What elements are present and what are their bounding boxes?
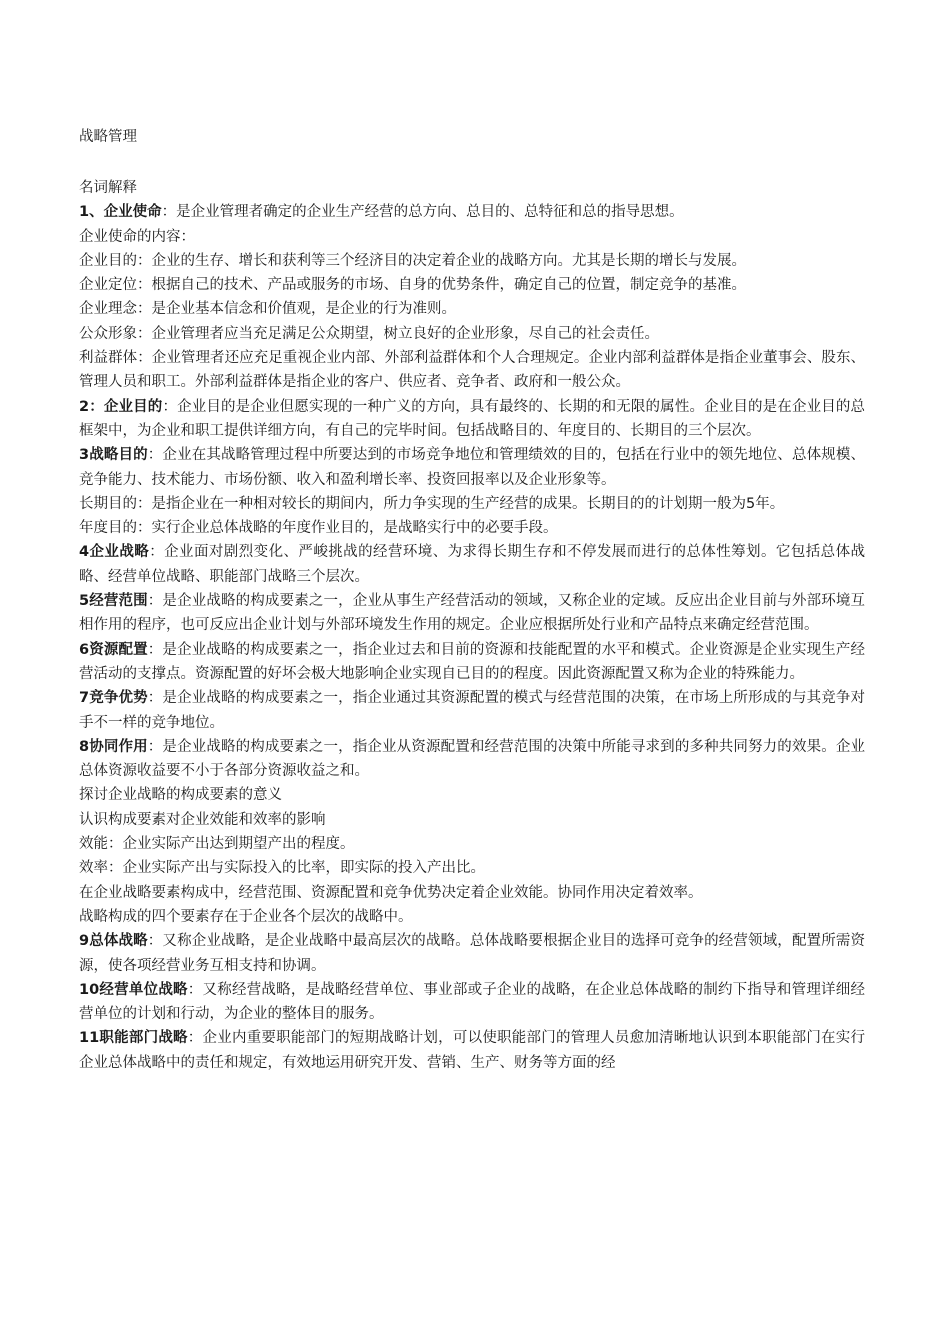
paragraph-text: 在企业战略要素构成中，经营范围、资源配置和竞争优势决定着企业效能。协同作用决定着效率。 [79, 884, 703, 901]
paragraph [79, 176, 865, 200]
paragraph [79, 638, 865, 687]
paragraph-text: 企业目的：企业的生存、增长和获利等三个经济目的决定着企业的战略方向。尤其是长期的增长与发展。 [79, 252, 746, 269]
paragraph-text: ：企业面对剧烈变化、严峻挑战的经营环境、为求得长期生存和不停发展而进行的总体性筹划。它包括总体战略、经营单位战略、职能部门战略三个层次。 [79, 544, 865, 585]
paragraph-text: 效率：企业实际产出与实际投入的比率，即实际的投入产出比。 [79, 860, 485, 877]
term-label: 3战略目的 [79, 447, 148, 464]
paragraph [79, 297, 865, 321]
term-label: 5经营范围 [79, 593, 148, 610]
paragraph-text: 年度目的：实行企业总体战略的年度作业目的，是战略实行中的必要手段。 [79, 520, 558, 537]
paragraph [79, 881, 865, 905]
paragraph [79, 808, 865, 832]
paragraph [79, 516, 865, 540]
paragraph [79, 395, 865, 444]
paragraph-text: ：是企业管理者确定的企业生产经营的总方向、总目的、总特征和总的指导思想。 [161, 204, 684, 221]
term-label: 10经营单位战略 [79, 981, 188, 998]
paragraph [79, 589, 865, 638]
paragraph [79, 492, 865, 516]
paragraph-text: ：企业在其战略管理过程中所要达到的市场竞争地位和管理绩效的目的，包括在行业中的领先地位、总体规模、竞争能力、技术能力、市场份额、收入和盈利增长率、投资回报率以及企业形象等。 [79, 447, 865, 488]
paragraph [79, 443, 865, 492]
paragraph [79, 735, 865, 784]
paragraph-text: ：是企业战略的构成要素之一，企业从事生产经营活动的领域，又称企业的定域。反应出企业目前与外部环境互相作用的程序，也可反应出企业计划与外部环境发生作用的规定。企业应根据所处行业和产品特点来确定经营范围。 [79, 593, 865, 634]
paragraph [79, 832, 865, 856]
paragraph [79, 200, 865, 224]
document-body [79, 176, 865, 1075]
paragraph [79, 978, 865, 1027]
term-label: 8协同作用 [79, 738, 148, 755]
term-label: 4企业战略 [79, 544, 150, 561]
paragraph [79, 856, 865, 880]
term-label: 1、企业使命 [79, 204, 162, 221]
paragraph [79, 249, 865, 273]
paragraph [79, 540, 865, 589]
term-label: 9总体战略 [79, 933, 148, 950]
document-title: 战略管理 [79, 129, 137, 145]
paragraph-text: ：又称企业战略，是企业战略中最高层次的战略。总体战略要根据企业目的选择可竞争的经营领域，配置所需资源，使各项经营业务互相支持和协调。 [79, 933, 865, 974]
paragraph-text: 企业理念：是企业基本信念和价值观，是企业的行为准则。 [79, 301, 456, 318]
paragraph-text: 认识构成要素对企业效能和效率的影响 [79, 811, 326, 828]
paragraph [79, 783, 865, 807]
paragraph [79, 346, 865, 395]
paragraph-text: ：企业内重要职能部门的短期战略计划，可以使职能部门的管理人员愈加清晰地认识到本职能部门在实行企业总体战略中的责任和规定，有效地运用研究开发、营销、生产、财务等方面的经 [79, 1030, 865, 1071]
term-label: 2：企业目的 [79, 398, 163, 415]
paragraph-text: ：是企业战略的构成要素之一，指企业从资源配置和经营范围的决策中所能寻求到的多种共同努力的效果。企业总体资源收益要不小于各部分资源收益之和。 [79, 738, 865, 780]
paragraph-text: ：是企业战略的构成要素之一，指企业过去和目前的资源和技能配置的水平和模式。企业资源是企业实现生产经营活动的支撑点。资源配置的好坏会极大地影响企业实现自已目的的程度。因此资源配置又称为企业的特殊能力。 [79, 641, 865, 682]
paragraph [79, 1026, 865, 1075]
paragraph [79, 322, 865, 346]
paragraph-text: 探讨企业战略的构成要素的意义 [79, 787, 282, 804]
paragraph-text: 企业使命的内容： [79, 228, 195, 245]
paragraph [79, 273, 865, 297]
paragraph [79, 929, 865, 978]
term-label: 11职能部门战略 [79, 1030, 188, 1047]
paragraph-text: 战略构成的四个要素存在于企业各个层次的战略中。 [79, 908, 413, 925]
paragraph-text: ：又称经营战略，是战略经营单位、事业部或子企业的战略，在企业总体战略的制约下指导和管理详细经营单位的计划和行动，为企业的整体目的服务。 [79, 981, 865, 1023]
paragraph [79, 686, 865, 735]
paragraph-text: 利益群体：企业管理者还应充足重视企业内部、外部利益群体和个人合理规定。企业内部利益群体是指企业董事会、股东、管理人员和职工。外部利益群体是指企业的客户、供应者、竞争者、政府和一般公众。 [79, 350, 865, 391]
paragraph [79, 905, 865, 929]
term-label: 6资源配置 [79, 641, 148, 658]
paragraph-text: 效能：企业实际产出达到期望产出的程度。 [79, 836, 355, 853]
term-label: 7竞争优势 [79, 690, 148, 707]
paragraph-text: 长期目的：是指企业在一种相对较长的期间内，所力争实现的生产经营的成果。长期目的的计划期一般为5年。 [79, 495, 785, 512]
paragraph-text: 公众形象：企业管理者应当充足满足公众期望，树立良好的企业形象，尽自己的社会责任。 [79, 325, 659, 342]
paragraph-text: 企业定位：根据自己的技术、产品或服务的市场、自身的优势条件，确定自己的位置，制定竞争的基准。 [79, 277, 746, 294]
paragraph-text: ：是企业战略的构成要素之一，指企业通过其资源配置的模式与经营范围的决策，在市场上所形成的与其竞争对手不一样的竞争地位。 [79, 690, 865, 731]
paragraph-text: ：企业目的是企业但愿实现的一种广义的方向，具有最终的、长期的和无限的属性。企业目的是在企业目的总框架中，为企业和职工提供详细方向，有自己的完毕时间。包括战略目的、年度目的、长期目的三个层次。 [79, 398, 866, 439]
paragraph [79, 225, 865, 249]
paragraph-text: 名词解释 [79, 180, 137, 196]
